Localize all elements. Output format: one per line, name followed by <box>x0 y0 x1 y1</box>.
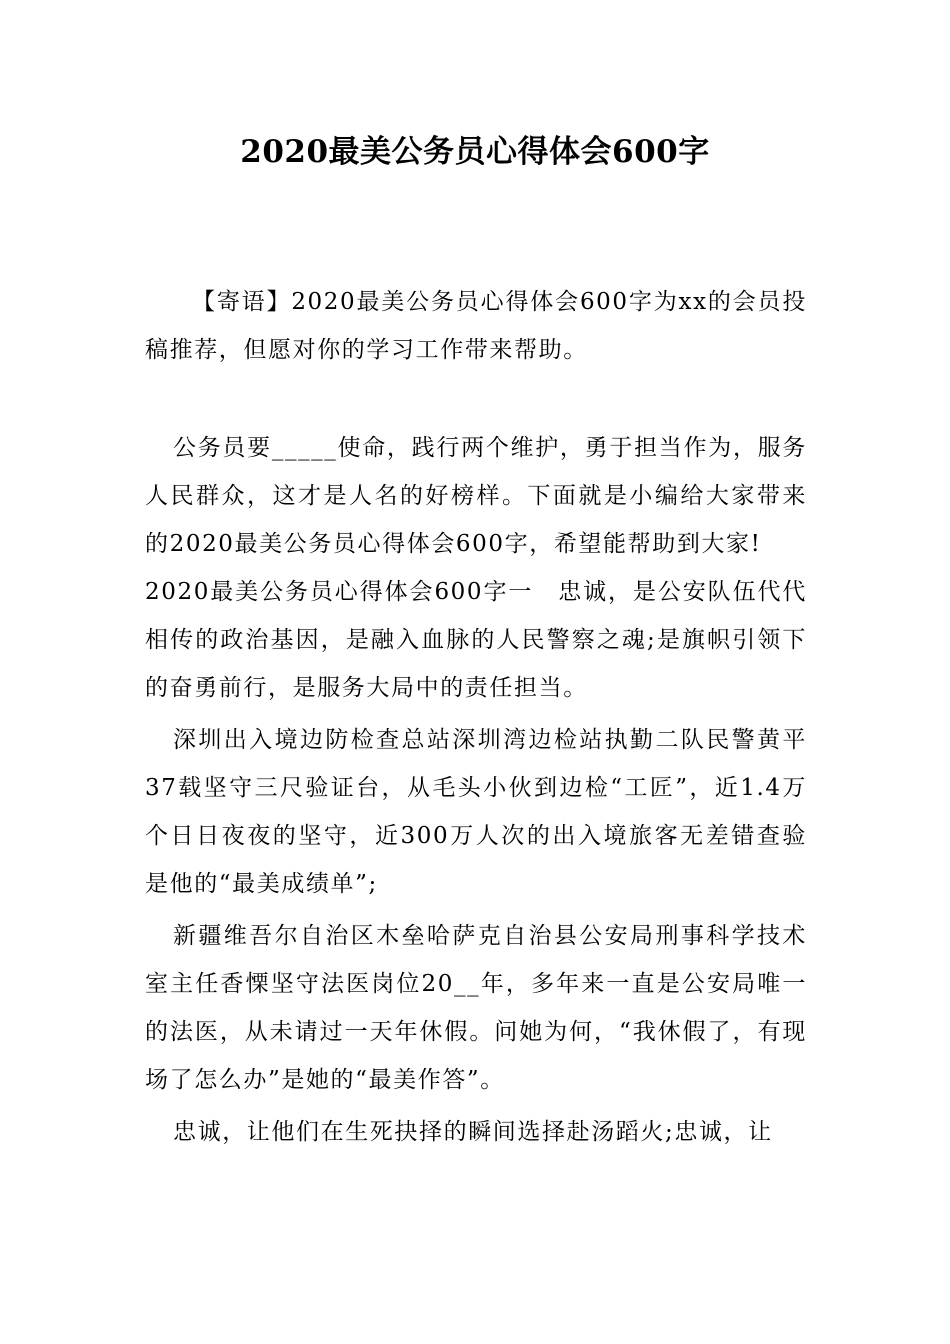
paragraph-intro: 公务员要_____使命，践行两个维护，勇于担当作为，服务人民群众，这才是人名的好榜样。下面就是小编给大家带来的2020最美公务员心得体会600字，希望能帮助到大家! <box>145 435 807 557</box>
paragraph-spacer <box>145 374 807 424</box>
paragraph-loyalty: 忠诚，让他们在生死抉择的瞬间选择赴汤蹈火;忠诚，让 <box>173 1119 773 1145</box>
paragraph-preface: 【寄语】2020最美公务员心得体会600字为xx的会员投稿推荐，但愿对你的学习工作带来帮助。 <box>145 289 807 363</box>
paragraph-huang-ping: 深圳出入境边防检查总站深圳湾边检站执勤二队民警黄平37载坚守三尺验证台，从毛头小伙到边检“工匠”，近1.4万个日日夜夜的坚守，近300万人次的出入境旅客无差错查验是他的“最美成绩单”; <box>145 727 807 897</box>
document-body <box>145 278 807 1156</box>
paragraph-section-one: 2020最美公务员心得体会600字一 忠诚，是公安队伍代代相传的政治基因，是融入血脉的人民警察之魂;是旗帜引领下的奋勇前行，是服务大局中的责任担当。 <box>145 579 807 701</box>
document-title: 2020最美公务员心得体会600字 <box>240 134 710 170</box>
paragraph-xiang-li: 新疆维吾尔自治区木垒哈萨克自治县公安局刑事科学技术室主任香慄坚守法医岗位20__年，多年来一直是公安局唯一的法医，从未请过一天年休假。问她为何，“我休假了，有现场了怎么办”是她的“最美作答”。 <box>145 923 807 1093</box>
